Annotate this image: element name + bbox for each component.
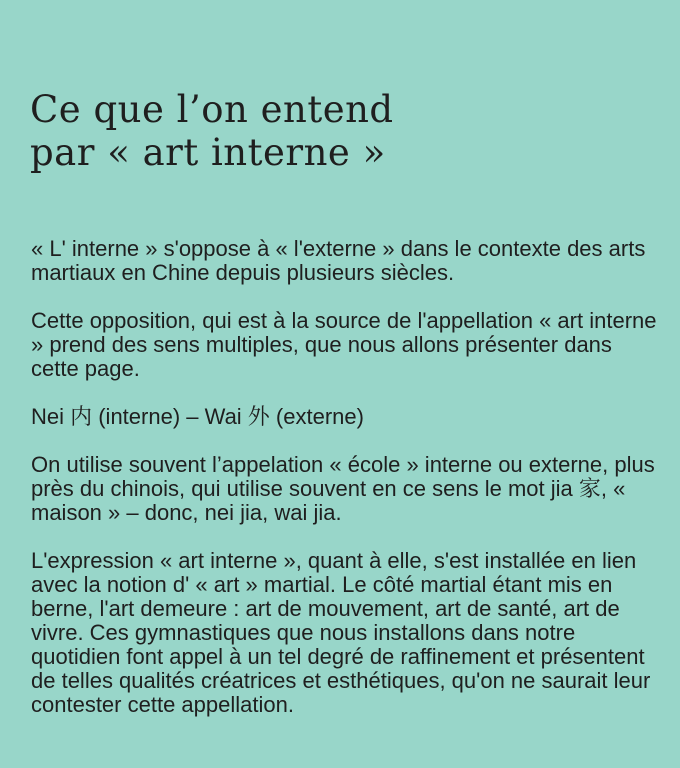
article-body <box>31 237 661 717</box>
paragraph-opposition: Cette opposition, qui est à la source de l'appellation « art interne » prend des sens multiples, que nous allons présenter dans cette page. <box>31 308 657 381</box>
paragraph-art-interne: L'expression « art interne », quant à elle, s'est installée en lien avec la notion d' « art » martial. Le côté martial étant mis en berne, l'art demeure : art de mouvement, art de santé, art de vivre. Ces gymnastiques que nous installons dans notre quotidien font appel à un tel degré de raffinement et présentent de telles qualités créatrices et esthétiques, qu'on ne saurait leur contester cette appellation. <box>31 548 651 717</box>
title-line-2: par « art interne » <box>30 131 386 174</box>
paragraph-nei-wai: Nei 内 (interne) – Wai 外 (externe) <box>31 404 364 429</box>
title-line-1: Ce que l’on entend <box>30 88 394 131</box>
page-title <box>30 88 394 174</box>
paragraph-intro: « L' interne » s'oppose à « l'externe » dans le contexte des arts martiaux en Chine depuis plusieurs siècles. <box>31 236 646 285</box>
paragraph-ecole: On utilise souvent l’appelation « école » interne ou externe, plus près du chinois, qui utilise souvent en ce sens le mot jia 家, « maison » – donc, nei jia, wai jia. <box>31 452 655 525</box>
